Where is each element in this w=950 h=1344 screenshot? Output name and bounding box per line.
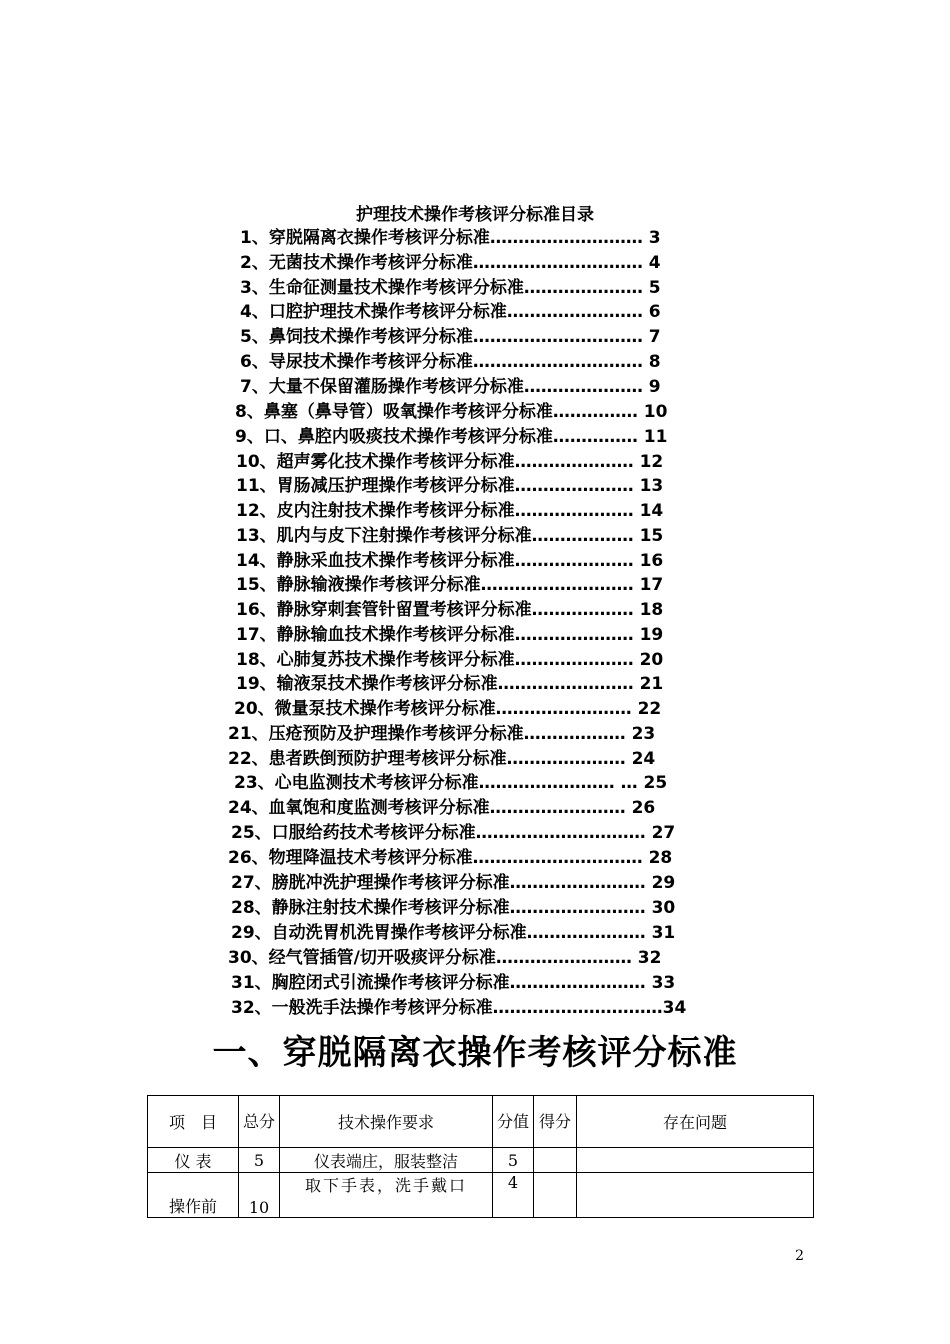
cell-score-got[interactable] (534, 1173, 577, 1218)
toc-item-label: 20、微量泵技术操作考核评分标准…………………… (234, 699, 632, 719)
toc-item-page: 24 (625, 749, 656, 769)
cell-score-value: 5 (493, 1148, 534, 1173)
cell-item: 操作前 (148, 1173, 239, 1218)
toc-item (235, 425, 667, 449)
page-number: 2 (795, 1248, 804, 1264)
cell-score-value: 4 (493, 1173, 534, 1218)
toc-item (228, 747, 655, 771)
toc-item-page: 16 (633, 551, 664, 571)
toc-item-page: 32 (631, 948, 662, 968)
toc-item-label: 31、胸腔闭式引流操作考核评分标准…………………… (231, 973, 646, 993)
toc-item-label: 2、无菌技术操作考核评分标准………………………… (240, 253, 643, 273)
toc-item-label: 5、鼻饲技术操作考核评分标准………………………… (240, 327, 643, 347)
toc-item-label: 10、超声雾化技术操作考核评分标准………………… (236, 452, 634, 472)
toc-item-page: 33 (645, 973, 676, 993)
toc-item-label: 15、静脉输液操作考核评分标准……………………… (236, 575, 634, 595)
toc-item (240, 375, 661, 399)
header-score-value: 分值 (493, 1096, 534, 1148)
cell-score-got[interactable] (534, 1148, 577, 1173)
toc-item (236, 524, 663, 548)
cell-total: 10 (239, 1173, 280, 1218)
toc-item-label: 9、口、鼻腔内吸痰技术操作考核评分标准…………… (235, 427, 638, 447)
toc-item-page: 31 (645, 923, 676, 943)
toc-item-label: 17、静脉输血技术操作考核评分标准………………… (236, 625, 634, 645)
toc-item-page: 21 (633, 674, 664, 694)
toc-item (240, 276, 661, 300)
toc-item-label: 12、皮内注射技术操作考核评分标准………………… (236, 501, 634, 521)
toc-item (236, 474, 663, 498)
toc-item (236, 450, 663, 474)
toc-item-label: 11、胃肠减压护理操作考核评分标准………………… (236, 476, 634, 496)
toc-item-label: 8、鼻塞（鼻导管）吸氧操作考核评分标准…………… (235, 402, 638, 422)
toc-item-label: 19、输液泵技术操作考核评分标准…………………… (236, 674, 634, 694)
toc-item-page: 29 (645, 873, 676, 893)
toc-item (228, 846, 672, 870)
toc-item (236, 623, 663, 647)
toc-item-label: 21、压疮预防及护理操作考核评分标准……………… (228, 724, 626, 744)
toc-item-page: 22 (631, 699, 662, 719)
toc-item-page: 3 (642, 228, 661, 248)
toc-item (236, 499, 663, 523)
toc-item (231, 871, 675, 895)
toc-item (234, 697, 661, 721)
cell-issues[interactable] (577, 1148, 814, 1173)
toc-item-page: 7 (642, 327, 661, 347)
toc-item (228, 722, 655, 746)
toc-item-label: 13、肌内与皮下注射操作考核评分标准……………… (236, 526, 634, 546)
toc-item-page: 23 (625, 724, 656, 744)
toc-item-page: 4 (642, 253, 661, 273)
toc-item-page: 5 (642, 278, 661, 298)
cell-requirement: 仪表端庄，服装整洁 (280, 1148, 493, 1173)
toc-item-label: 18、心肺复苏技术操作考核评分标准………………… (236, 650, 634, 670)
score-table (147, 1095, 814, 1218)
toc-item (231, 971, 675, 995)
toc-item-page: 28 (642, 848, 673, 868)
toc-item (236, 573, 663, 597)
header-total: 总分 (239, 1096, 280, 1148)
cell-item: 仪 表 (148, 1148, 239, 1173)
toc-item (236, 549, 663, 573)
toc-item-page: 34 (662, 998, 687, 1018)
toc-item-page: 26 (625, 798, 656, 818)
toc-item (231, 996, 686, 1020)
table-row (148, 1173, 814, 1218)
toc-item-label: 6、导尿技术操作考核评分标准………………………… (240, 352, 643, 372)
toc-item (240, 350, 661, 374)
toc-item-label: 32、一般洗手法操作考核评分标准………………………… (231, 998, 663, 1018)
toc-item-label: 7、大量不保留灌肠操作考核评分标准………………… (240, 377, 643, 397)
toc-item-label: 1、穿脱隔离衣操作考核评分标准……………………… (240, 228, 643, 248)
toc-item (231, 921, 675, 945)
toc-item-page: 11 (637, 427, 668, 447)
toc-item-page: 12 (633, 452, 664, 472)
toc-title: 护理技术操作考核评分标准目录 (356, 205, 594, 225)
toc-item-label: 14、静脉采血技术操作考核评分标准………………… (236, 551, 634, 571)
toc-item-page: 17 (633, 575, 664, 595)
toc-item-page: 14 (633, 501, 664, 521)
header-requirement: 技术操作要求 (280, 1096, 493, 1148)
toc-item (228, 946, 661, 970)
toc-item (236, 672, 663, 696)
header-issues: 存在问题 (577, 1096, 814, 1148)
cell-issues[interactable] (577, 1173, 814, 1218)
toc-item-page: 15 (633, 526, 664, 546)
toc-item-page: 20 (633, 650, 664, 670)
toc-item-label: 29、自动洗胃机洗胃操作考核评分标准………………… (231, 923, 646, 943)
toc-item (236, 598, 663, 622)
cell-requirement: 取下手表，洗手戴口 (280, 1173, 493, 1218)
toc-item-label: 22、患者跌倒预防护理考核评分标准………………… (228, 749, 626, 769)
toc-item-label: 23、心电监测技术考核评分标准…………………… … (234, 773, 638, 793)
toc-item-label: 16、静脉穿刺套管针留置考核评分标准……………… (236, 600, 634, 620)
toc-item-page: 25 (637, 773, 668, 793)
section-title: 一、穿脱隔离衣操作考核评分标准 (212, 1033, 738, 1073)
toc-item-page: 10 (637, 402, 668, 422)
toc-item-label: 3、生命征测量技术操作考核评分标准………………… (240, 278, 643, 298)
cell-total: 5 (239, 1148, 280, 1173)
table-header-row (148, 1096, 814, 1148)
toc-item-label: 25、口服给药技术考核评分标准………………………… (231, 823, 646, 843)
toc-item-label: 27、膀胱冲洗护理操作考核评分标准…………………… (231, 873, 646, 893)
toc-item (240, 251, 661, 275)
toc-item-page: 6 (642, 302, 661, 322)
toc-item (231, 821, 675, 845)
toc-item-label: 4、口腔护理技术操作考核评分标准…………………… (240, 302, 643, 322)
toc-item-page: 18 (633, 600, 664, 620)
toc-item (236, 648, 663, 672)
toc-item-page: 9 (642, 377, 661, 397)
toc-item (240, 226, 661, 250)
toc-item-page: 13 (633, 476, 664, 496)
toc-item-label: 30、经气管插管/切开吸痰评分标准…………………… (228, 948, 632, 968)
header-score-got: 得分 (534, 1096, 577, 1148)
toc-item (240, 325, 661, 349)
toc-item-label: 26、物理降温技术考核评分标准………………………… (228, 848, 643, 868)
toc-item (231, 896, 675, 920)
toc-item (235, 400, 667, 424)
header-item: 项 目 (148, 1096, 239, 1148)
toc-item-page: 27 (645, 823, 676, 843)
toc-item (228, 796, 655, 820)
toc-item-label: 24、血氧饱和度监测考核评分标准…………………… (228, 798, 626, 818)
toc-item-label: 28、静脉注射技术操作考核评分标准…………………… (231, 898, 646, 918)
toc-item (234, 771, 667, 795)
toc-item-page: 19 (633, 625, 664, 645)
table-row (148, 1148, 814, 1173)
toc-item (240, 300, 661, 324)
toc-item-page: 30 (645, 898, 676, 918)
toc-item-page: 8 (642, 352, 661, 372)
